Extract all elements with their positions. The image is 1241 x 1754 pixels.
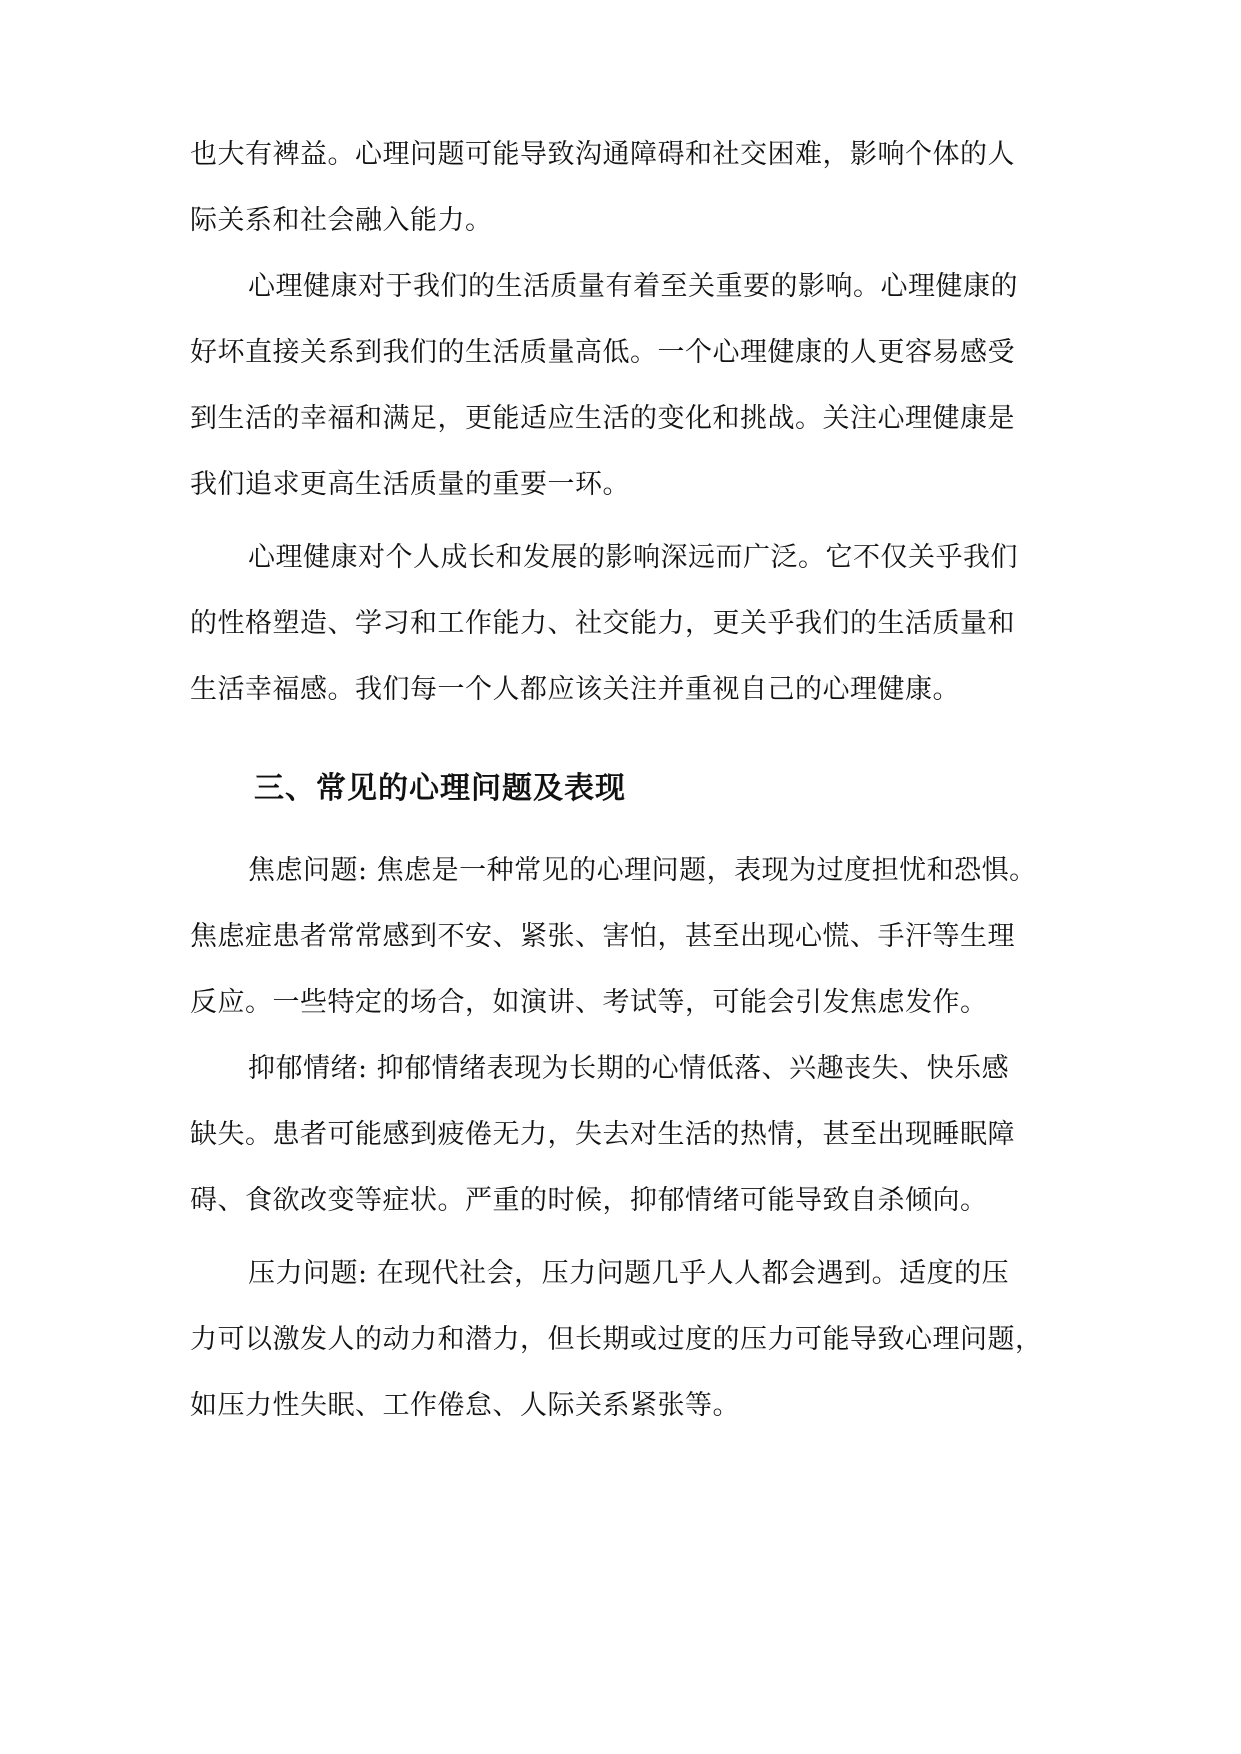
anxiety-paragraph-line-2: 焦虑症患者常常感到不安、紧张、害怕，甚至出现心慌、手汗等生理 <box>190 921 1015 952</box>
paragraph-1-line-1: 也大有裨益。心理问题可能导致沟通障碍和社交困难，影响个体的人 <box>190 139 1015 170</box>
stress-paragraph-line-3: 如压力性失眠、工作倦怠、人际关系紧张等。 <box>190 1390 740 1421</box>
anxiety-paragraph-line-1: 焦虑问题: 焦虑是一种常见的心理问题，表现为过度担忧和恐惧。 <box>248 855 1037 886</box>
paragraph-3-line-1: 心理健康对个人成长和发展的影响深远而广泛。它不仅关乎我们 <box>248 542 1018 573</box>
paragraph-3-line-3: 生活幸福感。我们每一个人都应该关注并重视自己的心理健康。 <box>190 674 960 705</box>
anxiety-paragraph-line-3: 反应。一些特定的场合，如演讲、考试等，可能会引发焦虑发作。 <box>190 987 988 1018</box>
depression-paragraph-line-2: 缺失。患者可能感到疲倦无力，失去对生活的热情，甚至出现睡眠障 <box>190 1119 1015 1150</box>
paragraph-1-line-2: 际关系和社会融入能力。 <box>190 205 493 236</box>
paragraph-2-line-4: 我们追求更高生活质量的重要一环。 <box>190 469 630 500</box>
depression-paragraph-line-3: 碍、食欲改变等症状。严重的时候，抑郁情绪可能导致自杀倾向。 <box>190 1185 988 1216</box>
paragraph-2-line-1: 心理健康对于我们的生活质量有着至关重要的影响。心理健康的 <box>248 271 1018 302</box>
paragraph-2-line-3: 到生活的幸福和满足，更能适应生活的变化和挑战。关注心理健康是 <box>190 403 1015 434</box>
paragraph-2-line-2: 好坏直接关系到我们的生活质量高低。一个心理健康的人更容易感受 <box>190 337 1015 368</box>
section-heading: 三、常见的心理问题及表现 <box>254 771 626 806</box>
stress-paragraph-line-1: 压力问题: 在现代社会，压力问题几乎人人都会遇到。适度的压 <box>248 1258 1010 1289</box>
stress-paragraph-line-2: 力可以激发人的动力和潜力，但长期或过度的压力可能导致心理问题， <box>190 1324 1043 1355</box>
depression-paragraph-line-1: 抑郁情绪: 抑郁情绪表现为长期的心情低落、兴趣丧失、快乐感 <box>248 1053 1010 1084</box>
paragraph-3-line-2: 的性格塑造、学习和工作能力、社交能力，更关乎我们的生活质量和 <box>190 608 1015 639</box>
